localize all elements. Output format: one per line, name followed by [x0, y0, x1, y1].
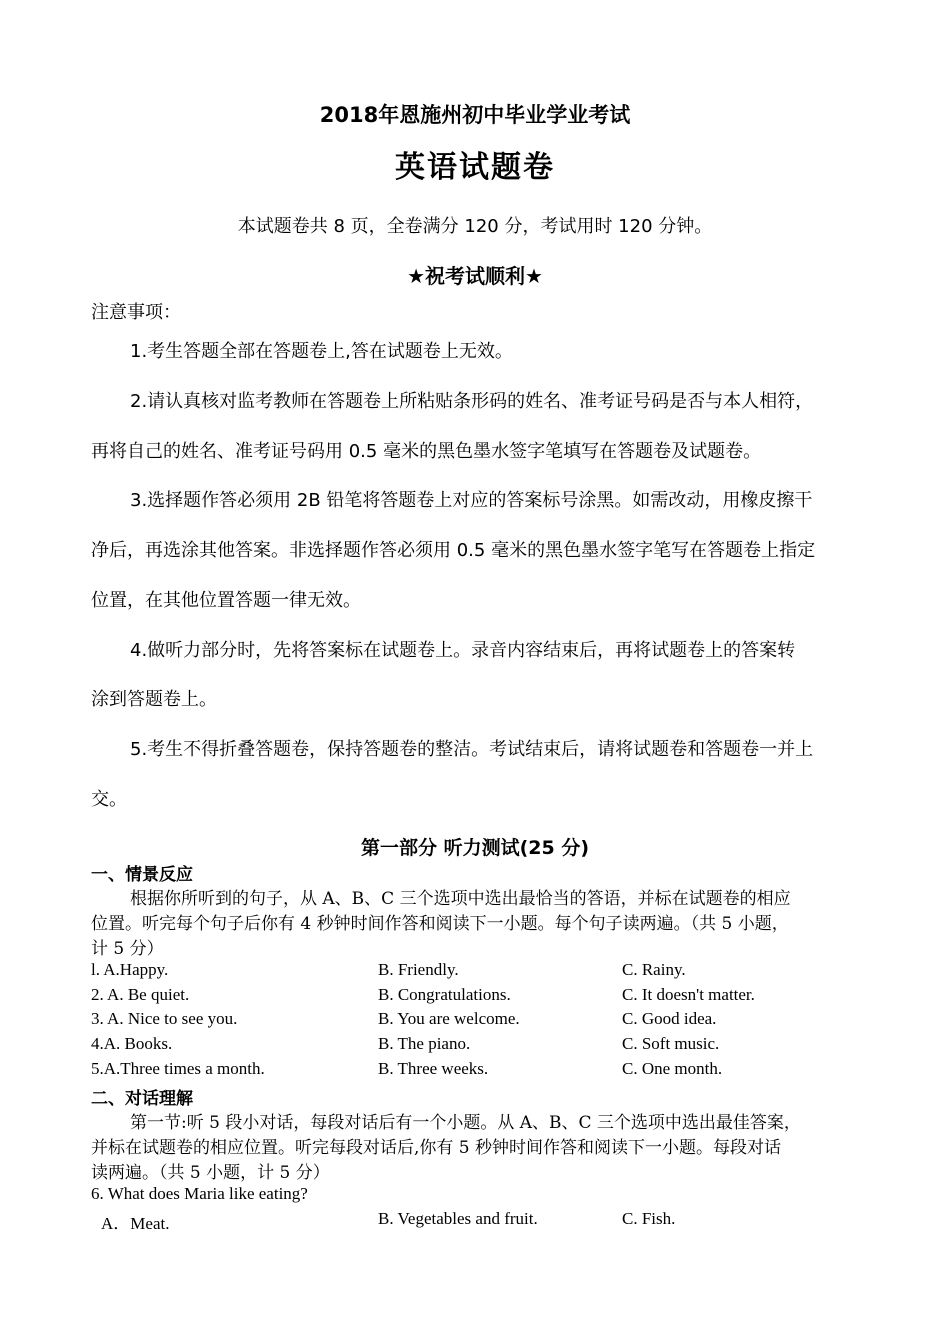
- option-b: B. Vegetables and fruit.: [378, 1209, 538, 1228]
- part1-title: 第一部分 听力测试(25 分): [360, 837, 590, 859]
- option-a: 2. A. Be quiet.: [91, 985, 190, 1004]
- section2-instruction-line-1: 第一节:听 5 段小对话，每段对话后有一个小题。从 A、B、C 三个选项中选出最佳答案，: [130, 1113, 801, 1133]
- exam-info: 本试题卷共 8 页，全卷满分 120 分，考试用时 120 分钟。: [237, 216, 713, 237]
- section1-instruction-line-2: 位置。听完每个句子后你有 4 秒钟时间作答和阅读下一小题。每个句子读两遍。（共 5 小题，: [91, 914, 789, 934]
- option-c: C. Fish.: [622, 1209, 676, 1228]
- option-a: 3. A. Nice to see you.: [91, 1009, 238, 1028]
- notice-item-5-line-1: 5.考生不得折叠答题卷，保持答题卷的整洁。考试结束后，请将试题卷和答题卷一并上: [130, 739, 814, 760]
- option-a: 4.A. Books.: [91, 1034, 173, 1053]
- paper-title: 英语试题卷: [395, 150, 555, 185]
- option-c: C. Rainy.: [622, 960, 686, 979]
- exam-title: 2018年恩施州初中毕业学业考试: [319, 103, 631, 127]
- section1-heading: 一、情景反应: [91, 865, 193, 885]
- option-a: l. A.Happy.: [91, 960, 169, 979]
- option-b: B. Congratulations.: [378, 985, 511, 1004]
- notice-item-2-line-1: 2.请认真核对监考教师在答题卷上所粘贴条形码的姓名、准考证号码是否与本人相符，: [130, 391, 814, 412]
- section1-instruction-line-3: 计 5 分）: [91, 939, 164, 959]
- option-c: C. Good idea.: [622, 1009, 717, 1028]
- option-b: B. You are welcome.: [378, 1009, 520, 1028]
- blessing: ★祝考试顺利★: [407, 264, 543, 288]
- option-a: 5.A.Three times a month.: [91, 1059, 265, 1078]
- option-b: B. Friendly.: [378, 960, 459, 979]
- notice-item-2-line-2: 再将自己的姓名、准考证号码用 0.5 毫米的黑色墨水签字笔填写在答题卷及试题卷。: [91, 441, 762, 462]
- section2-instruction-line-3: 读两遍。（共 5 小题，计 5 分）: [91, 1163, 330, 1183]
- option-c: C. One month.: [622, 1059, 723, 1078]
- option-c: C. Soft music.: [622, 1034, 720, 1053]
- option-b: B. Three weeks.: [378, 1059, 489, 1078]
- section2-heading: 二、对话理解: [91, 1089, 193, 1109]
- section2-instruction-line-2: 并标在试题卷的相应位置。听完每段对话后,你有 5 秒钟时间作答和阅读下一小题。每段对话: [91, 1138, 782, 1158]
- notice-item-4-line-1: 4.做听力部分时，先将答案标在试题卷上。录音内容结束后，再将试题卷上的答案转: [130, 640, 796, 661]
- notice-item-4-line-2: 涂到答题卷上。: [91, 689, 217, 710]
- notice-item-3-line-2: 净后，再选涂其他答案。非选择题作答必须用 0.5 毫米的黑色墨水签字笔写在答题卷上指定: [91, 540, 816, 561]
- option-c: C. It doesn't matter.: [622, 985, 755, 1004]
- notice-item-3-line-1: 3.选择题作答必须用 2B 铅笔将答题卷上对应的答案标号涂黑。如需改动，用橡皮擦干: [130, 490, 813, 511]
- notice-heading: 注意事项：: [91, 302, 181, 323]
- option-b: B. The piano.: [378, 1034, 471, 1053]
- section1-instruction-line-1: 根据你所听到的句子，从 A、B、C 三个选项中选出最恰当的答语，并标在试题卷的相应: [130, 889, 791, 909]
- question-6-stem: 6. What does Maria like eating?: [91, 1184, 308, 1203]
- notice-item-1: 1.考生答题全部在答题卷上,答在试题卷上无效。: [130, 341, 513, 362]
- notice-item-3-line-3: 位置，在其他位置答题一律无效。: [91, 590, 361, 611]
- option-a: A．Meat.: [101, 1214, 170, 1233]
- notice-item-5-line-2: 交。: [91, 789, 127, 810]
